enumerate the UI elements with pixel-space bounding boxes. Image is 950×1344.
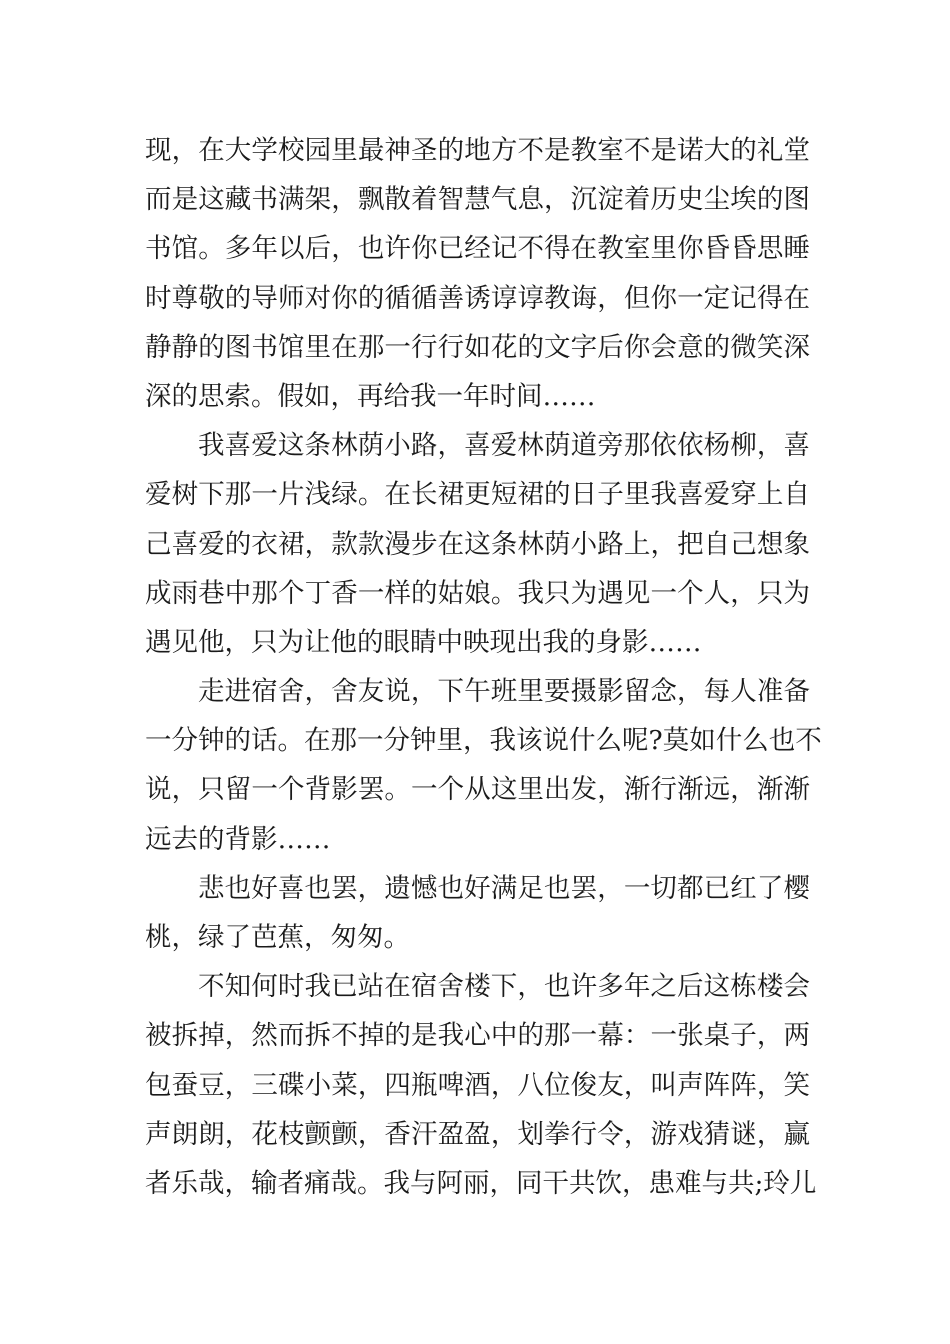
text-line: 说，只留一个背影罢。一个从这里出发，渐行渐远，渐渐 [145, 774, 810, 806]
text-line: 而是这藏书满架，飘散着智慧气息，沉淀着历史尘埃的图 [145, 184, 810, 216]
text-line: 远去的背影…… [145, 823, 331, 855]
paragraph-first-line: 我喜爱这条林荫小路，喜爱林荫道旁那依依杨柳，喜 [198, 430, 810, 462]
text-line: 现，在大学校园里最神圣的地方不是教室不是诺大的礼堂 [145, 135, 810, 166]
paragraph-first-line: 悲也好喜也罢，遗憾也好满足也罢，一切都已红了樱 [198, 872, 810, 904]
paragraph-first-line: 走进宿舍，舍友说，下午班里要摄影留念，每人准备 [198, 676, 810, 708]
body-text [145, 126, 822, 1208]
text-line: 时尊敬的导师对你的循循善诱谆谆教诲，但你一定记得在 [145, 282, 810, 314]
text-line: 被拆掉，然而拆不掉的是我心中的那一幕：一张桌子，两 [145, 1020, 810, 1052]
text-line: 桃，绿了芭蕉，匆匆。 [145, 922, 410, 953]
text-line: 包蚕豆，三碟小菜，四瓶啤酒，八位俊友，叫声阵阵，笑 [145, 1069, 810, 1101]
text-line: 书馆。多年以后，也许你已经记不得在教室里你昏昏思睡 [145, 233, 810, 265]
text-line: 深的思索。假如，再给我一年时间…… [145, 380, 596, 412]
text-line: 声朗朗，花枝颤颤，香汗盈盈，划拳行令，游戏猜谜，赢 [145, 1118, 810, 1150]
text-line: 成雨巷中那个丁香一样的姑娘。我只为遇见一个人，只为 [145, 577, 810, 609]
text-line: 己喜爱的衣裙，款款漫步在这条林荫小路上，把自己想象 [145, 528, 810, 560]
text-line: 一分钟的话。在那一分钟里，我该说什么呢?莫如什么也不 [145, 725, 822, 757]
text-line: 静静的图书馆里在那一行行如花的文字后你会意的微笑深 [145, 331, 810, 363]
paragraph-first-line: 不知何时我已站在宿舍楼下，也许多年之后这栋楼会 [198, 971, 810, 1003]
text-line: 爱树下那一片浅绿。在长裙更短裙的日子里我喜爱穿上自 [145, 479, 810, 511]
text-line: 遇见他，只为让他的眼睛中映现出我的身影…… [145, 626, 702, 658]
text-line: 者乐哉，输者痛哉。我与阿丽，同干共饮，患难与共;玲儿 [145, 1167, 817, 1199]
